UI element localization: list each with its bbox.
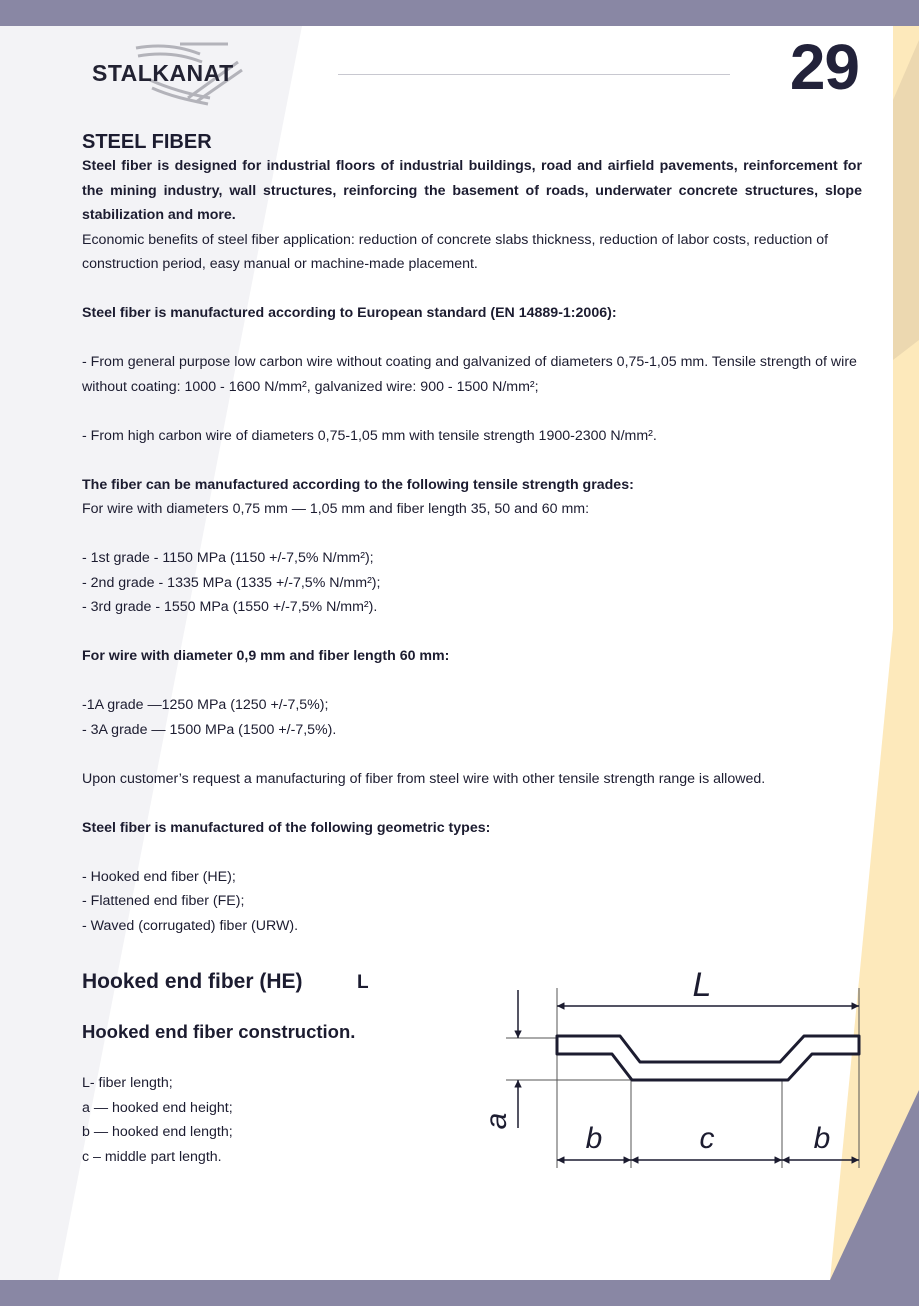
- type-item: - Flattened end fiber (FE);: [82, 893, 245, 909]
- type-item: - Waved (corrugated) fiber (URW).: [82, 917, 299, 934]
- label-b-right: b: [813, 1122, 831, 1155]
- grade-item: - 2nd grade - 1335 MPa (1335 +/-7,5% N/mm²);: [82, 574, 381, 591]
- grades-heading: The fiber can be manufactured according to the following tensile strength grades:: [82, 476, 634, 493]
- intro-text: Economic benefits of steel fiber application: reduction of concrete slabs thickness, reduction of labor costs, reduction of construction period, easy manual or machine-made placement.: [82, 231, 829, 272]
- bottom-bar: [0, 1280, 919, 1306]
- wire09-grade-item: -1A grade —1250 MPa (1250 +/-7,5%);: [82, 697, 329, 713]
- intro-bold: Steel fiber is designed for industrial floors of industrial buildings, road and airfield pavements, reinforcement for the mining industry, wall structures, reinforcing the basement of roads, underwater concrete structures, slope stabilization and more.: [82, 158, 862, 223]
- types-heading: Steel fiber is manufactured of the following geometric types:: [82, 819, 491, 836]
- construction-title: Hooked end fiber construction.: [82, 1021, 356, 1042]
- hooked-title: Hooked end fiber (HE): [82, 970, 303, 993]
- header-rule: [338, 74, 730, 75]
- main-content: [82, 130, 862, 938]
- wire09-heading: For wire with diameter 0,9 mm and fiber length 60 mm:: [82, 648, 450, 664]
- label-L: L: [692, 966, 712, 1004]
- standard-heading: Steel fiber is manufactured according to European standard (EN 14889-1:2006):: [82, 305, 617, 321]
- grade-item: - 1st grade - 1150 MPa (1150 +/-7,5% N/mm²);: [82, 550, 374, 566]
- label-a: a: [480, 1112, 513, 1130]
- label-b-left: b: [585, 1122, 603, 1155]
- diagram-legend: [82, 1071, 233, 1169]
- wire09-grade-item: - 3A grade — 1500 MPa (1500 +/-7,5%).: [82, 721, 337, 738]
- page-number: 29: [789, 31, 859, 103]
- grades-intro: For wire with diameters 0,75 mm — 1,05 mm and fiber length 35, 50 and 60 mm:: [82, 501, 590, 517]
- type-item: - Hooked end fiber (HE);: [82, 868, 236, 885]
- legend-item: b — hooked end length;: [82, 1124, 233, 1140]
- legend-item: a — hooked end height;: [82, 1099, 233, 1116]
- brand-logo: [88, 40, 258, 106]
- grade-item: - 3rd grade - 1550 MPa (1550 +/-7,5% N/mm²).: [82, 599, 378, 615]
- brand-name: STALKANAT: [92, 60, 234, 86]
- fiber-shape: [557, 1036, 859, 1080]
- section-title: STEEL FIBER: [82, 131, 212, 153]
- hooked-fiber-diagram: [470, 958, 870, 1178]
- legend-item: c – middle part length.: [82, 1148, 222, 1165]
- customer-note: Upon customer’s request a manufacturing of fiber from steel wire with other tensile strength range is allowed.: [82, 770, 766, 787]
- hooked-title-suffix: L: [357, 972, 369, 993]
- standard-item: - From general purpose low carbon wire without coating and galvanized of diameters 0,75-1,05 mm. Tensile strength of wire without coating: 1000 - 1600 N/mm², galvanized wire: 900 - 1500 N/mm²;: [82, 354, 857, 395]
- standard-item: - From high carbon wire of diameters 0,75-1,05 mm with tensile strength 1900-2300 N/mm².: [82, 427, 657, 444]
- label-c: c: [699, 1122, 715, 1155]
- top-bar: [0, 0, 919, 26]
- legend-item: L- fiber length;: [82, 1075, 173, 1091]
